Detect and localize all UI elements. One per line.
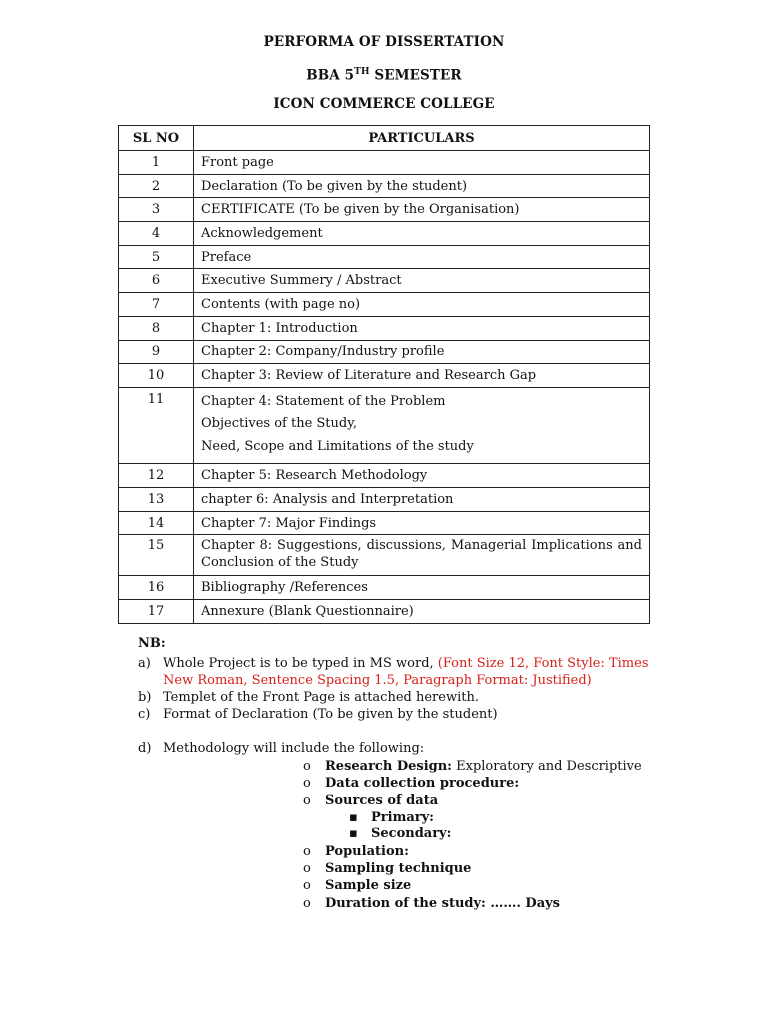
particulars-line: Chapter 7: Major Findings <box>201 515 377 531</box>
particulars-cell <box>194 316 650 340</box>
sl-no-cell: 12 <box>119 464 194 488</box>
particulars-line: CERTIFICATE (To be given by the Organisation) <box>201 202 520 218</box>
square-bullet-icon: ▪ <box>349 810 358 825</box>
note-b-text: Templet of the Front Page is attached herewith. <box>163 690 479 705</box>
particulars-line: Need, Scope and Limitations of the study <box>201 438 474 454</box>
table-header-row <box>119 126 650 151</box>
particulars-line: Bibliography /References <box>201 580 368 596</box>
table-body <box>119 151 650 624</box>
sl-no-cell: 16 <box>119 576 194 600</box>
circle-bullet-icon: o <box>303 861 311 876</box>
particulars-cell <box>194 488 650 512</box>
sl-no-cell: 9 <box>119 340 194 364</box>
particulars-cell <box>194 245 650 269</box>
note-c-text: Format of Declaration (To be given by the student) <box>163 707 498 722</box>
population-label: Population: <box>325 844 409 859</box>
table-row <box>119 600 650 624</box>
table-row <box>119 269 650 293</box>
particulars-line: Objectives of the Study, <box>201 416 357 432</box>
circle-bullet-icon: o <box>303 776 311 791</box>
circle-bullet-icon: o <box>303 793 311 808</box>
table-row <box>119 151 650 175</box>
table-row <box>119 174 650 198</box>
sl-no-cell: 14 <box>119 511 194 535</box>
particulars-line: Declaration (To be given by the student) <box>201 178 468 194</box>
table-row <box>119 488 650 512</box>
particulars-line: Chapter 4: Statement of the Problem <box>201 393 446 409</box>
sl-no-cell: 2 <box>119 174 194 198</box>
circle-bullet-icon: o <box>303 896 311 911</box>
particulars-cell <box>194 511 650 535</box>
table-row <box>119 198 650 222</box>
particulars-cell <box>194 293 650 317</box>
particulars-line: Annexure (Blank Questionnaire) <box>201 603 414 619</box>
col-particulars-header: PARTICULARS <box>194 126 650 151</box>
particulars-line: Chapter 1: Introduction <box>201 320 358 336</box>
particulars-line: Chapter 3: Review of Literature and Research Gap <box>201 368 537 384</box>
sl-no-cell: 10 <box>119 364 194 388</box>
duration-label: Duration of the study: ……. Days <box>325 896 560 911</box>
table-row <box>119 511 650 535</box>
note-a <box>138 655 678 689</box>
note-c <box>138 706 678 723</box>
particulars-cell <box>194 198 650 222</box>
research-design-label: Research Design: <box>325 759 452 774</box>
table-row <box>119 245 650 269</box>
note-b-label: b) <box>138 690 152 705</box>
particulars-cell <box>194 600 650 624</box>
table-row <box>119 293 650 317</box>
particulars-line: Contents (with page no) <box>201 296 361 312</box>
particulars-cell <box>194 222 650 246</box>
sl-no-cell: 11 <box>119 387 194 464</box>
circle-bullet-icon: o <box>303 759 311 774</box>
contents-table <box>118 125 650 624</box>
semester-superscript: TH <box>354 67 370 77</box>
particulars-cell <box>194 464 650 488</box>
note-a-label: a) <box>138 656 151 671</box>
college-name: ICON COMMERCE COLLEGE <box>273 96 495 112</box>
table-row <box>119 222 650 246</box>
sl-no-cell: 15 <box>119 535 194 576</box>
semester-suffix: SEMESTER <box>369 67 462 84</box>
sl-no-cell: 8 <box>119 316 194 340</box>
research-design-line <box>325 758 642 775</box>
table-row <box>119 316 650 340</box>
sl-no-cell: 3 <box>119 198 194 222</box>
particulars-cell <box>194 340 650 364</box>
note-a-text <box>163 655 678 689</box>
particulars-line: Front page <box>201 154 274 170</box>
semester-prefix: BBA 5 <box>306 67 355 84</box>
particulars-cell <box>194 576 650 600</box>
table-row <box>119 340 650 364</box>
particulars-line: chapter 6: Analysis and Interpretation <box>201 491 454 507</box>
note-d-text: Methodology will include the following: <box>163 741 425 756</box>
document-title: PERFORMA OF DISSERTATION <box>263 34 505 50</box>
nb-label: NB: <box>138 636 166 651</box>
particulars-line: Chapter 8: Suggestions, discussions, Managerial Implications and Conclusion of the Study <box>201 538 642 571</box>
sl-no-cell: 1 <box>119 151 194 175</box>
note-a-plain: Whole Project is to be typed in MS word, <box>163 656 438 671</box>
particulars-cell <box>194 535 650 576</box>
col-sl-no-header: SL NO <box>119 126 194 151</box>
data-collection-label: Data collection procedure: <box>325 776 520 791</box>
table-row <box>119 576 650 600</box>
note-a-formatting: (Font Size 12, Font Style: Times New Roman, Sentence Spacing 1.5, Paragraph Format: Justified) <box>163 656 649 688</box>
particulars-cell <box>194 174 650 198</box>
note-b <box>138 689 678 706</box>
square-bullet-icon: ▪ <box>349 826 358 841</box>
particulars-line: Chapter 5: Research Methodology <box>201 468 428 484</box>
circle-bullet-icon: o <box>303 844 311 859</box>
sources-label: Sources of data <box>325 793 439 808</box>
particulars-cell <box>194 364 650 388</box>
particulars-cell <box>194 387 650 464</box>
particulars-cell <box>194 151 650 175</box>
circle-bullet-icon: o <box>303 878 311 893</box>
secondary-label: Secondary: <box>371 826 452 841</box>
note-d <box>138 740 678 757</box>
table-row <box>119 364 650 388</box>
research-design-value: Exploratory and Descriptive <box>451 759 642 774</box>
sampling-label: Sampling technique <box>325 861 472 876</box>
semester-heading <box>0 67 768 84</box>
sl-no-cell: 6 <box>119 269 194 293</box>
particulars-line: Acknowledgement <box>201 225 323 241</box>
particulars-line: Executive Summery / Abstract <box>201 273 402 289</box>
table-row <box>119 387 650 464</box>
table-row <box>119 535 650 576</box>
particulars-line: Preface <box>201 249 252 265</box>
particulars-cell <box>194 269 650 293</box>
primary-label: Primary: <box>371 810 434 825</box>
note-c-label: c) <box>138 707 151 722</box>
table-row <box>119 464 650 488</box>
note-d-label: d) <box>138 741 152 756</box>
sample-size-label: Sample size <box>325 878 412 893</box>
sl-no-cell: 7 <box>119 293 194 317</box>
particulars-line: Chapter 2: Company/Industry profile <box>201 344 445 360</box>
sl-no-cell: 4 <box>119 222 194 246</box>
sl-no-cell: 13 <box>119 488 194 512</box>
sl-no-cell: 5 <box>119 245 194 269</box>
sl-no-cell: 17 <box>119 600 194 624</box>
